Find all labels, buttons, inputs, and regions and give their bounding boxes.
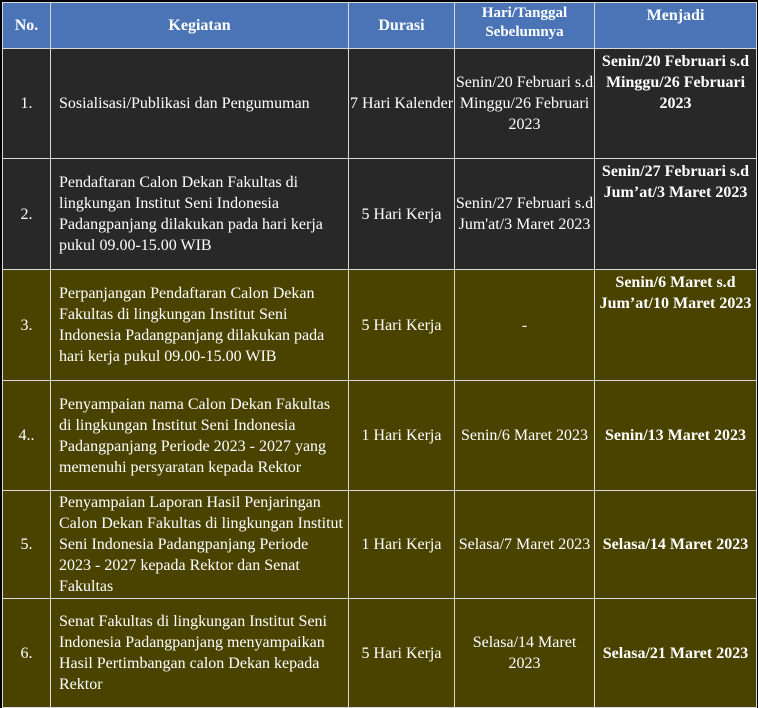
row-kegiatan: Pendaftaran Calon Dekan Fakultas di lingkungan Institut Seni Indonesia Padangpanjang dilakukan pada hari kerja pukul 09.00-15.00 WIB (51, 159, 349, 270)
header-kegiatan: Kegiatan (51, 3, 349, 49)
header-menjadi: Menjadi (595, 3, 757, 49)
row-menjadi: Senin/27 Februari s.d Jum’at/3 Maret 2023 (595, 159, 757, 270)
row-menjadi: Senin/13 Maret 2023 (595, 381, 757, 491)
row-sebelumnya: Senin/6 Maret 2023 (455, 381, 595, 491)
row-menjadi: Selasa/21 Maret 2023 (595, 599, 757, 708)
row-durasi: 5 Hari Kerja (349, 270, 455, 381)
row-menjadi: Senin/20 Februari s.d Minggu/26 Februari 2023 (595, 49, 757, 159)
row-number: 4.. (3, 381, 51, 491)
row-number: 3. (3, 270, 51, 381)
header-no: No. (3, 3, 51, 49)
row-kegiatan: Senat Fakultas di lingkungan Institut Seni Indonesia Padangpanjang menyampaikan Hasil Pertimbangan calon Dekan kepada Rektor (51, 599, 349, 708)
row-kegiatan: Penyampaian Laporan Hasil Penjaringan Calon Dekan Fakultas di lingkungan Institut Seni Indonesia Padangpanjang Periode 2023 - 2027 kepada Rektor dan Senat Fakultas (51, 491, 349, 599)
row-number: 1. (3, 49, 51, 159)
row-durasi: 5 Hari Kerja (349, 599, 455, 708)
header-durasi: Durasi (349, 3, 455, 49)
table-row (3, 270, 757, 381)
row-kegiatan: Sosialisasi/Publikasi dan Pengumuman (51, 49, 349, 159)
table-row (3, 491, 757, 599)
row-durasi: 1 Hari Kerja (349, 491, 455, 599)
header-row (3, 3, 757, 49)
row-kegiatan: Penyampaian nama Calon Dekan Fakultas di lingkungan Institut Seni Indonesia Padangpanjang Periode 2023 - 2027 yang memenuhi persyaratan kepada Rektor (51, 381, 349, 491)
row-sebelumnya: Selasa/14 Maret 2023 (455, 599, 595, 708)
row-number: 5. (3, 491, 51, 599)
row-number: 6. (3, 599, 51, 708)
schedule-table (2, 2, 757, 708)
row-kegiatan: Perpanjangan Pendaftaran Calon Dekan Fakultas di lingkungan Institut Seni Indonesia Padangpanjang dilakukan pada hari kerja pukul 09.00-15.00 WIB (51, 270, 349, 381)
row-durasi: 1 Hari Kerja (349, 381, 455, 491)
row-number: 2. (3, 159, 51, 270)
table-row (3, 159, 757, 270)
table-row (3, 381, 757, 491)
row-sebelumnya: Selasa/7 Maret 2023 (455, 491, 595, 599)
row-menjadi: Senin/6 Maret s.d Jum’at/10 Maret 2023 (595, 270, 757, 381)
table-row (3, 49, 757, 159)
row-sebelumnya: - (455, 270, 595, 381)
row-durasi: 5 Hari Kerja (349, 159, 455, 270)
header-hari-tanggal: Hari/Tanggal Sebelumnya (455, 3, 595, 49)
row-sebelumnya: Senin/27 Februari s.d Jum'at/3 Maret 2023 (455, 159, 595, 270)
row-menjadi: Selasa/14 Maret 2023 (595, 491, 757, 599)
row-durasi: 7 Hari Kalender (349, 49, 455, 159)
row-sebelumnya: Senin/20 Februari s.d Minggu/26 Februari 2023 (455, 49, 595, 159)
table-row (3, 599, 757, 708)
